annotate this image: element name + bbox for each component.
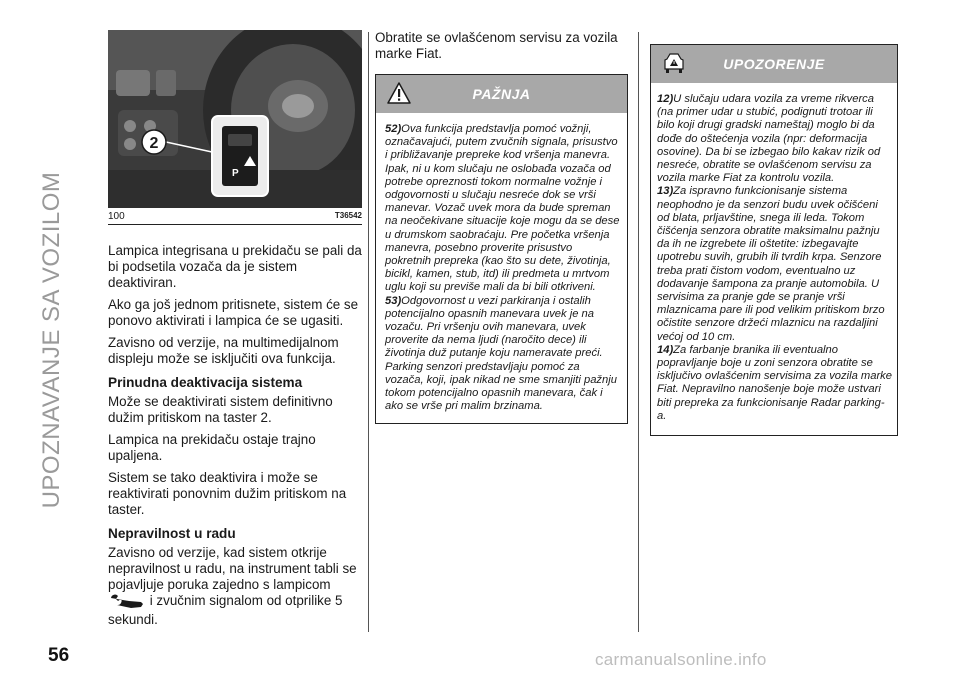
paragraph-text: i zvučnim signalom od otprilike 5 sekundi.: [108, 593, 343, 627]
left-column: [108, 30, 362, 634]
warning-box: [650, 44, 898, 436]
section-heading: Prinudna deaktivacija sistema: [108, 375, 303, 390]
middle-column: [375, 30, 628, 424]
caution-body: [376, 113, 627, 423]
paragraph: Lampica integrisana u prekidaču se pali da bi podsetila vozača da je sistem deaktiviran.: [108, 243, 362, 290]
item-number: 52): [385, 123, 402, 135]
item-text: Ova funkcija predstavlja pomoć vožnji, označavajući, putem zvučnih signala, prisustvo i približavanje prepreke kod vršenja manevra. Ipak, ni u kom slučaju ne oslobađa vozača od potrebe opreznosti tokom normalne vožnje i odgovornosti u slučaju nesreće dok se vrši manevar. Vozač uvek mora da bude spreman na neočekivane situacije koje mogu da se dese u drumskom saobraćaju. Pre početka vršenja manevra, posebno proverite prisustvo pokretnih prepreka (kao što su dete, životinja, bicikl, kamen, stub, itd) ili predmeta u mrtvom uglu koji su previše mali da bi bili otkriveni.: [385, 123, 620, 294]
page-number: 56: [48, 645, 70, 666]
column-divider: [638, 32, 639, 632]
figure-caption: [108, 211, 362, 225]
dashboard-photo: [108, 30, 362, 208]
caution-item: [385, 295, 621, 414]
item-number: 13): [657, 185, 674, 198]
watermark: carmanualsonline.info: [595, 650, 767, 669]
section-heading: Nepravilnost u radu: [108, 526, 236, 541]
warning-item: [657, 344, 893, 423]
paragraph: Lampica na prekidaču ostaje trajno upaljena.: [108, 432, 316, 463]
dashboard-figure: [108, 30, 362, 208]
item-number: 12): [657, 93, 674, 105]
callout-number: 2: [149, 135, 159, 152]
item-number: 14): [657, 343, 674, 356]
right-column: [650, 44, 898, 436]
paragraph: [108, 545, 362, 628]
paragraph: Sistem se tako deaktivira i može se reaktivirati ponovnim dužim pritiskom na taster.: [108, 470, 347, 517]
paragraph: Može se deaktivirati sistem definitivno dužim pritiskom na taster 2.: [108, 394, 333, 425]
item-text: Za ispravno funkcionisanje sistema neophodno je da senzori budu uvek očišćeni od blata, prljavštine, snega ili leda. Tokom čišćenja senzora obratite maksimalnu pažnju da ih ne izgrebete ili oštetite: izbegavajte upotrebu suvih, grubih ili tvrdih krpa. Senzore treba prati čistom vodom, eventualno uz dodavanje šampona za pranje automobila. U servisima za pranje gde se pranje vrši mlaznicama pare ili pod velikim pritiskom brzo očistite senzore držeći mlaznicu na razdaljini većoj od 10 cm.: [657, 185, 885, 343]
item-text: Za farbanje branika ili eventualno popravljanje boje u zoni senzora obratite se isključivo ovlašćenim servisima za vozila marke Fiat. Nepravilno nanošenje boje može ustvari biti prepreka za funkcionisanje Radar parking-a.: [657, 343, 893, 422]
figure-code: T36542: [334, 211, 362, 220]
caution-header: [376, 75, 627, 113]
caution-box: [375, 74, 628, 424]
warning-item: [657, 185, 893, 343]
paragraph: Ako ga još jednom pritisnete, sistem će se ponovo aktivirati i lampica će se ugasiti.: [108, 297, 359, 328]
column-divider: [368, 32, 369, 632]
caution-item: [385, 123, 621, 295]
warning-title: UPOZORENJE: [723, 56, 825, 72]
paragraph: Zavisno od verzije, na multimedijalnom displeju može se isključiti ova funkcija.: [108, 335, 339, 366]
paragraph-text: Zavisno od verzije, kad sistem otkrije nepravilnost u radu, na instrument tabli se pojavljuje poruka zajedno s lampicom: [108, 545, 357, 592]
paragraph: Obratite se ovlašćenom servisu za vozila marke Fiat.: [375, 30, 618, 61]
warning-header: [651, 45, 897, 83]
body-text: [108, 243, 362, 628]
item-text: Odgovornost u vezi parkiranja i ostalih potencijalno opasnih manevara uvek je na vozaču. Pri vršenju ovih manevara, uvek proverite da nema ljudi (naročito dece) ili životinja duž putanje koju nameravate preći. Parking senzori predstavljaju pomoć za vozača, koji, ipak nikad ne sme smanjiti pažnju tokom potencijalno opasnih manevara, čak i ako se vrše pri malim brzinama.: [385, 294, 617, 413]
warning-body: [651, 83, 897, 435]
warning-item: [657, 93, 893, 185]
item-number: 53): [385, 294, 402, 307]
wrench-icon: [109, 594, 145, 612]
button-p-label: P: [232, 168, 239, 179]
figure-number: 100: [108, 211, 125, 222]
caution-title: PAŽNJA: [472, 86, 531, 102]
section-side-title: UPOZNAVANJE SA VOZILOM: [38, 171, 65, 509]
item-text: U slučaju udara vozila za vreme rikverca (na primer udar u stubić, podignuti trotoar ili bilo koji drugi gradski nameštaj) moglo bi da dođe do oštećenja vozila (npr: deformacija osovine). Da bi se izbegao bilo kakav rizik od nesreće, obratite se ovlašćenom servisu za vozila marke Fiat za kontrolu vozila.: [657, 93, 881, 185]
